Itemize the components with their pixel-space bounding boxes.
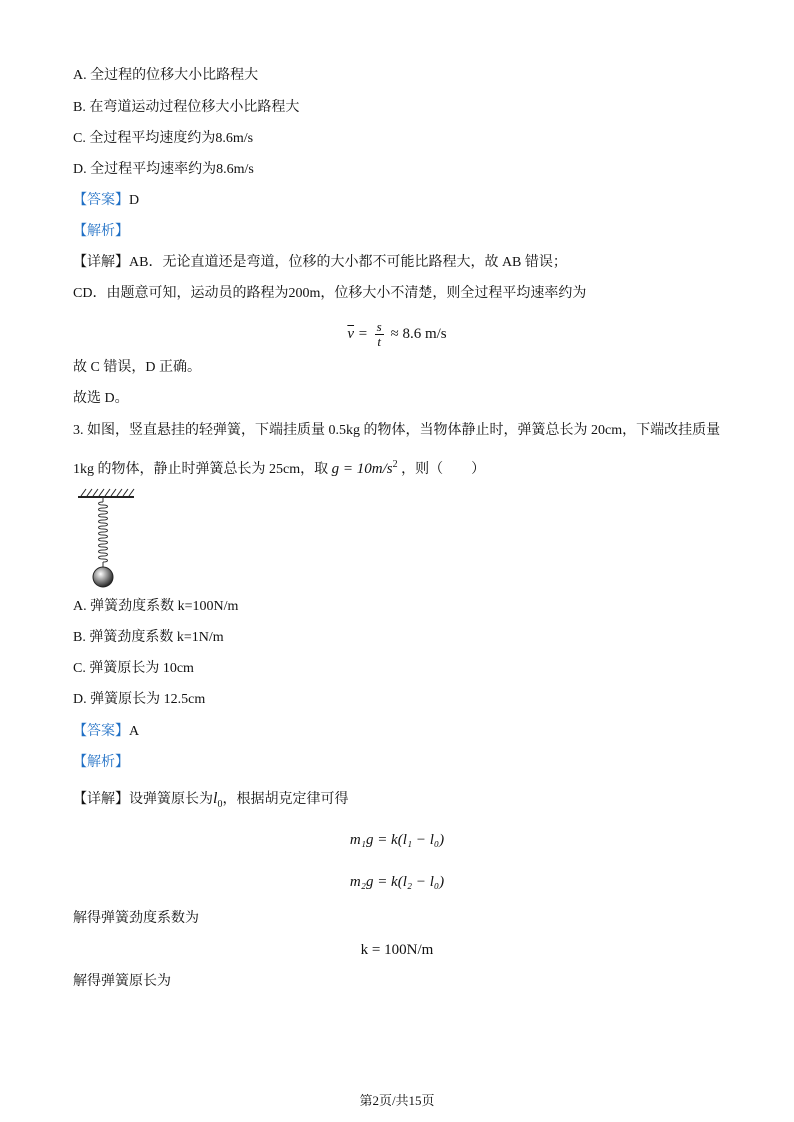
q3-g-exp: 2 bbox=[392, 459, 398, 470]
q3-option-a: A. 弹簧劲度系数 k=100N/m bbox=[73, 599, 239, 614]
q3-equation-1: m₁g = k(l₁ − l₀) bbox=[349, 832, 445, 848]
q3-detail-1 bbox=[73, 789, 348, 815]
q2-eq-den: t bbox=[377, 334, 381, 350]
q3-stem-2a: 1kg 的物体，静止时弹簧总长为 25cm，取 bbox=[73, 462, 329, 477]
q2-option-c: C. 全过程平均速度约为8.6m/s bbox=[73, 131, 254, 146]
ceiling-hatch bbox=[78, 489, 134, 497]
q2-eq-num: s bbox=[376, 319, 382, 335]
q2-conclusion-1: 故 C 错误，D 正确。 bbox=[73, 360, 201, 375]
q2-equation: $\overline{v}$ = $\frac{s}{t}$ ≈ 8.6 m/s bbox=[347, 319, 447, 350]
q3-option-b: B. 弹簧劲度系数 k=1N/m bbox=[73, 630, 224, 645]
q2-answer-value: D bbox=[129, 193, 140, 208]
q2-eq-rhs: ≈ 8.6 m/s bbox=[390, 326, 447, 342]
q3-option-d: D. 弹簧原长为 12.5cm bbox=[73, 692, 206, 707]
spring-coil bbox=[99, 497, 108, 568]
q3-detail-tag: 【详解】 bbox=[73, 792, 129, 807]
q3-k-equation: k = 100N/m bbox=[360, 942, 434, 958]
q2-analysis bbox=[73, 222, 129, 242]
q2-answer bbox=[73, 191, 139, 211]
q3-stem-1: 3. 如图，竖直悬挂的轻弹簧，下端挂质量 0.5kg 的物体，当物体静止时，弹簧总长为 20cm，下端改挂质量 bbox=[73, 423, 721, 438]
q2-detail-1 bbox=[73, 253, 567, 273]
q3-equation-2: m₂g = k(l₂ − l₀) bbox=[349, 874, 445, 890]
q3-solve-l0: 解得弹簧原长为 bbox=[73, 974, 171, 989]
q2-option-d: D. 全过程平均速率约为8.6m/s bbox=[73, 162, 254, 177]
page-footer: 第2页/共15页 bbox=[359, 1093, 435, 1108]
q3-stem-2 bbox=[73, 455, 485, 480]
q3-l0-var: l bbox=[213, 790, 218, 807]
q3-analysis bbox=[73, 753, 129, 773]
q2-option-b: B. 在弯道运动过程位移大小比路程大 bbox=[73, 100, 300, 115]
q2-detail-2: CD．由题意可知，运动员的路程为200m，位移大小不清楚，则全过程平均速率约为 bbox=[73, 286, 587, 301]
q3-solve-k: 解得弹簧劲度系数为 bbox=[73, 911, 199, 926]
q3-stem-g bbox=[332, 461, 398, 477]
q3-answer bbox=[73, 722, 139, 742]
q3-analysis-tag: 【解析】 bbox=[73, 755, 129, 770]
q2-eq-fraction bbox=[375, 320, 384, 349]
q3-detail-1a: 设弹簧原长为 bbox=[129, 792, 213, 807]
q2-option-a: A. 全过程的位移大小比路程大 bbox=[73, 68, 259, 83]
q2-detail-tag: 【详解】 bbox=[73, 255, 129, 270]
q3-answer-tag: 【答案】 bbox=[73, 724, 129, 739]
q2-eq-lhs: $\overline{v}$ bbox=[347, 326, 355, 342]
q3-stem-2b: ，则（ ） bbox=[401, 462, 486, 477]
q2-analysis-tag: 【解析】 bbox=[73, 224, 129, 239]
q3-g-value: g = 10m/s bbox=[331, 461, 393, 477]
q2-answer-tag: 【答案】 bbox=[73, 193, 129, 208]
q3-l0-sub: 0 bbox=[217, 799, 223, 811]
q2-conclusion-2: 故选 D。 bbox=[73, 391, 129, 406]
q3-option-c: C. 弹簧原长为 10cm bbox=[73, 661, 194, 676]
q2-detail-1-text: AB．无论直道还是弯道，位移的大小都不可能比路程大，故 AB 错误； bbox=[129, 255, 567, 270]
q3-answer-value: A bbox=[129, 724, 140, 739]
spring-figure bbox=[75, 488, 137, 590]
hanging-ball bbox=[93, 567, 113, 587]
q3-detail-1b: ，根据胡克定律可得 bbox=[222, 792, 349, 807]
